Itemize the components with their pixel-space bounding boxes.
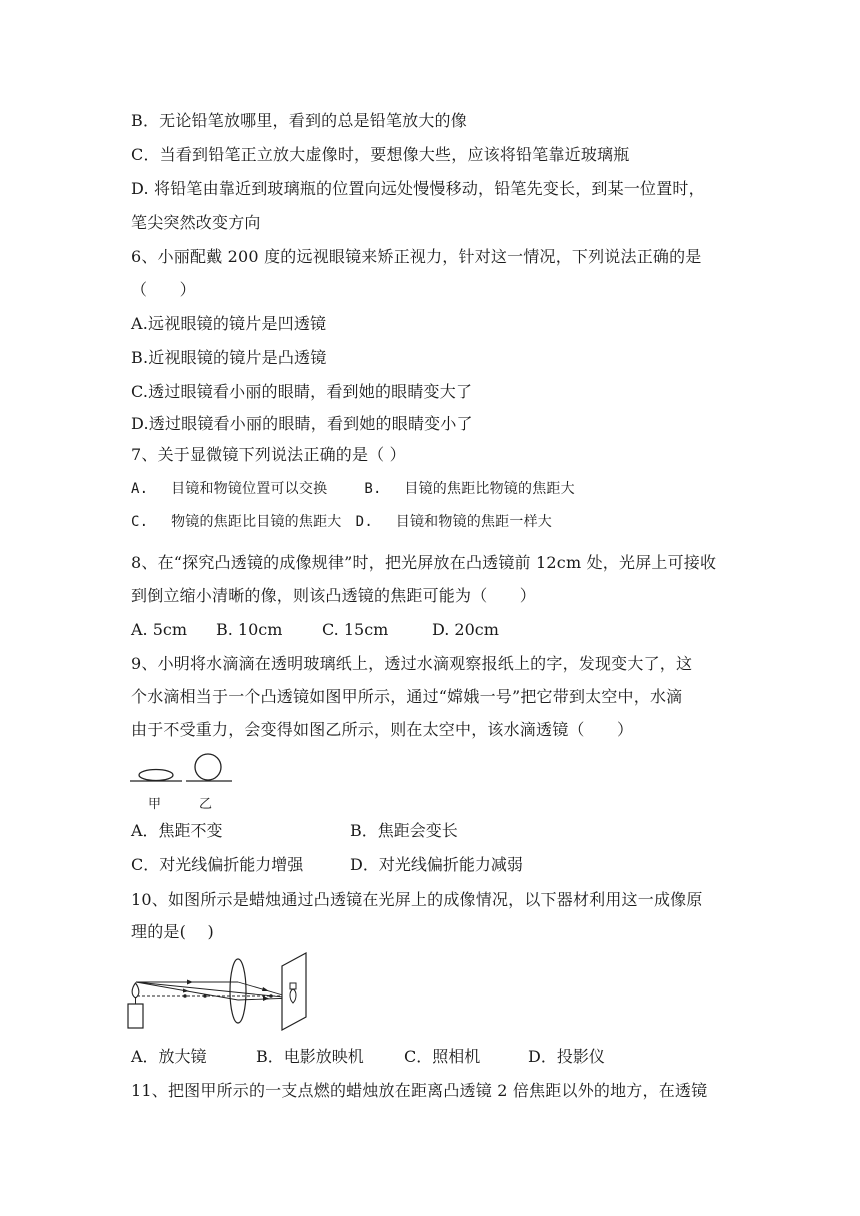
q9-figure-label-jia: 甲 [148, 797, 162, 812]
q10-option-b: B．电影放映机 [256, 1047, 364, 1066]
q9-figure-label-yi: 乙 [199, 797, 213, 812]
q8-stem: 8、在“探究凸透镜的成像规律”时，把光屏放在凸透镜前 12cm 处，光屏上可接收 [131, 553, 717, 572]
q9-option-d: D．对光线偏折能力减弱 [350, 855, 523, 874]
q8-option-c: C. 15cm [322, 620, 389, 639]
q10-stem: 10、如图所示是蜡烛通过凸透镜在光屏上的成像情况，以下器材利用这一成像原 [131, 890, 703, 909]
q10-stem-cont: 理的是( ) [131, 922, 214, 941]
q5-option-c: C．当看到铅笔正立放大虚像时，要想像大些，应该将铅笔靠近玻璃瓶 [131, 145, 630, 164]
q8-stem-cont: 到倒立缩小清晰的像，则该凸透镜的焦距可能为（ ） [131, 586, 537, 605]
q8-option-a: A. 5cm [131, 620, 188, 639]
q5-option-b: B．无论铅笔放哪里，看到的总是铅笔放大的像 [131, 111, 467, 130]
q10-lens-figure [125, 951, 325, 1031]
q6-blank: （ ） [131, 280, 196, 299]
q8-option-b: B. 10cm [216, 620, 283, 639]
q5-option-d: D. 将铅笔由靠近到玻璃瓶的位置向远处慢慢移动，铅笔先变长，到某一位置时， [131, 179, 705, 198]
q9-droplet-figure [128, 749, 238, 789]
q10-option-d: D．投影仪 [528, 1047, 605, 1066]
q9-stem-cont1: 个水滴相当于一个凸透镜如图甲所示，通过“嫦娥一号”把它带到太空中，水滴 [131, 687, 683, 706]
q6-option-c: C.透过眼镜看小丽的眼睛，看到她的眼睛变大了 [131, 382, 473, 401]
q9-stem-cont2: 由于不受重力，会变得如图乙所示，则在太空中，该水滴透镜（ ） [131, 720, 634, 739]
q7-options-cd: C. 物镜的焦距比目镜的焦距大 D. 目镜和物镜的焦距一样大 [131, 514, 552, 530]
q9-option-c: C．对光线偏折能力增强 [131, 855, 304, 874]
q6-option-d: D.透过眼镜看小丽的眼睛，看到她的眼睛变小了 [131, 414, 473, 433]
q6-option-b: B.近视眼镜的镜片是凸透镜 [131, 348, 327, 367]
q9-option-b: B．焦距会变长 [350, 821, 458, 840]
q6-option-a: A.远视眼镜的镜片是凹透镜 [131, 314, 327, 333]
q5-option-d-cont: 笔尖突然改变方向 [131, 213, 261, 232]
q7-options-ab: A. 目镜和物镜位置可以交换 B. 目镜的焦距比物镜的焦距大 [131, 481, 575, 497]
q9-stem: 9、小明将水滴滴在透明玻璃纸上，透过水滴观察报纸上的字，发现变大了，这 [131, 654, 693, 673]
q8-option-d: D. 20cm [432, 620, 499, 639]
q7-stem: 7、关于显微镜下列说法正确的是（ ） [131, 445, 406, 464]
q6-stem: 6、小丽配戴 200 度的远视眼镜来矫正视力，针对这一情况，下列说法正确的是 [131, 247, 702, 266]
q9-option-a: A．焦距不变 [131, 821, 223, 840]
q10-option-c: C．照相机 [404, 1047, 481, 1066]
q11-stem: 11、把图甲所示的一支点燃的蜡烛放在距离凸透镜 2 倍焦距以外的地方，在透镜 [131, 1081, 708, 1100]
q10-option-a: A．放大镜 [131, 1047, 207, 1066]
